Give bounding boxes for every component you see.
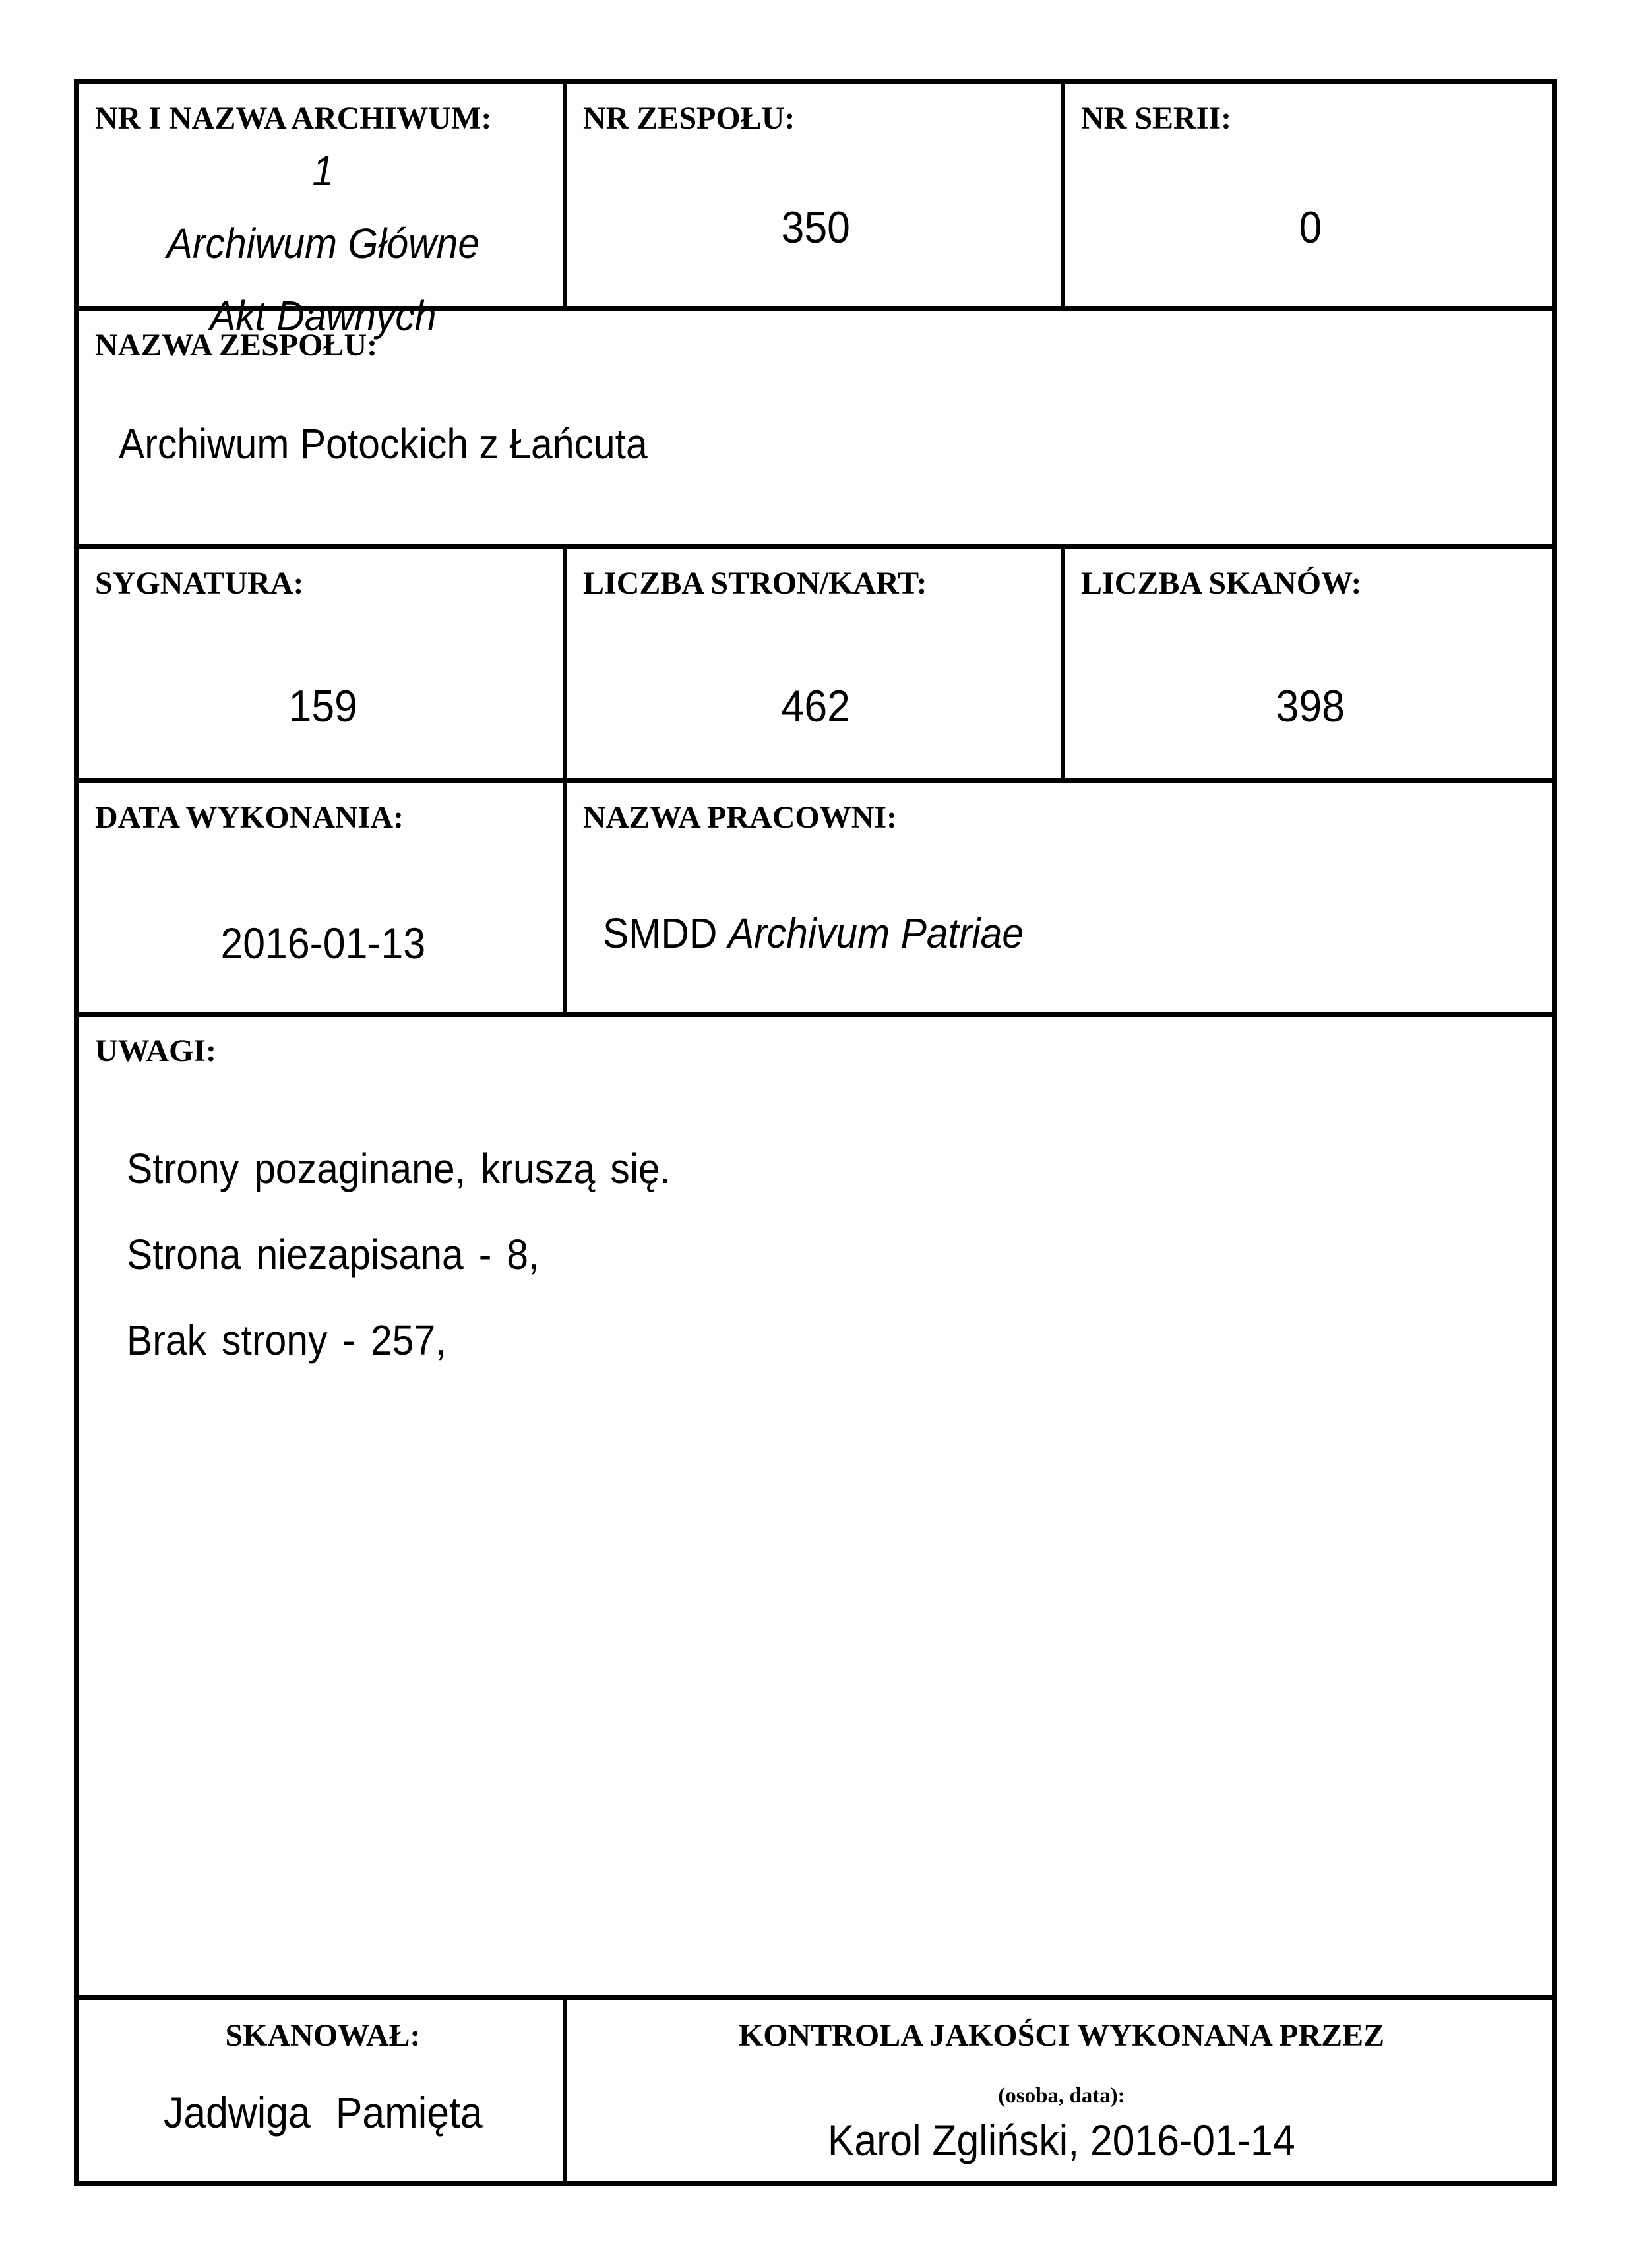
- workshop-value-acronym: SMDD: [603, 909, 718, 958]
- remarks-line-3: Brak strony - 257,: [127, 1316, 447, 1364]
- workshop-label: NAZWA PRACOWNI:: [583, 800, 898, 835]
- quality-control-value: Karol Zgliński, 2016-01-14: [828, 2115, 1295, 2164]
- archive-name-line-2: Akt Dawnych: [209, 291, 437, 340]
- cell-workshop: [567, 783, 1552, 1012]
- cell-scanned-by: [79, 2000, 567, 2181]
- pages-count-label: LICZBA STRON/KART:: [583, 566, 927, 601]
- scanned-by-value: Jadwiga Pamięta: [163, 2088, 483, 2137]
- archive-metadata-form: [74, 79, 1557, 2186]
- fonds-number-value: 350: [781, 202, 851, 253]
- cell-scans-count: [1065, 549, 1552, 778]
- row-archive-identifiers: [79, 84, 1552, 340]
- row-signatures: [79, 2000, 1552, 2181]
- pages-count-value: 462: [781, 681, 851, 731]
- archive-number-value: 1: [312, 146, 334, 195]
- scans-count-value: 398: [1276, 681, 1345, 731]
- cell-fonds-number: [567, 84, 1065, 306]
- row-fonds-name: [79, 311, 1552, 549]
- cell-archive-name: [79, 84, 567, 340]
- fonds-number-label: NR ZESPOŁU:: [583, 101, 795, 136]
- archive-label: NR I NAZWA ARCHIWUM:: [95, 101, 492, 136]
- quality-control-label: KONTROLA JAKOŚCI WYKONANA PRZEZ: [738, 2018, 1385, 2053]
- quality-control-sublabel: (osoba, data):: [998, 2083, 1125, 2108]
- scanned-by-label: SKANOWAŁ:: [225, 2018, 421, 2053]
- cell-signature: [79, 549, 567, 778]
- row-counts: [79, 549, 1552, 783]
- scans-count-label: LICZBA SKANÓW:: [1081, 566, 1362, 601]
- series-number-label: NR SERII:: [1081, 101, 1232, 136]
- cell-remarks: [79, 1017, 1552, 1995]
- cell-fonds-name: [79, 311, 1552, 544]
- cell-pages-count: [567, 549, 1065, 778]
- series-number-value: 0: [1299, 202, 1322, 253]
- signature-label: SYGNATURA:: [95, 566, 304, 601]
- cell-scan-date: [79, 783, 567, 1012]
- scan-date-label: DATA WYKONANIA:: [95, 800, 404, 835]
- fonds-name-value: Archiwum Potockich z Łańcuta: [119, 419, 648, 468]
- cell-quality-control: [567, 2000, 1552, 2181]
- workshop-value: [603, 909, 1024, 958]
- fonds-name-label: NAZWA ZESPOŁU:: [95, 328, 378, 363]
- signature-value: 159: [288, 681, 357, 731]
- remarks-line-1: Strony pozaginane, kruszą się.: [127, 1144, 671, 1192]
- remarks-line-2: Strona niezapisana - 8,: [127, 1230, 540, 1278]
- workshop-value-latin-name: Archivum Patriae: [727, 909, 1024, 958]
- remarks-label: UWAGI:: [95, 1033, 217, 1068]
- row-remarks: [79, 1017, 1552, 2000]
- cell-series-number: [1065, 84, 1552, 306]
- scan-date-value: 2016-01-13: [220, 919, 425, 968]
- remarks-text-block: [95, 1132, 1540, 1389]
- archive-name-line-1: Archiwum Główne: [166, 219, 479, 267]
- row-date-workshop: [79, 783, 1552, 1017]
